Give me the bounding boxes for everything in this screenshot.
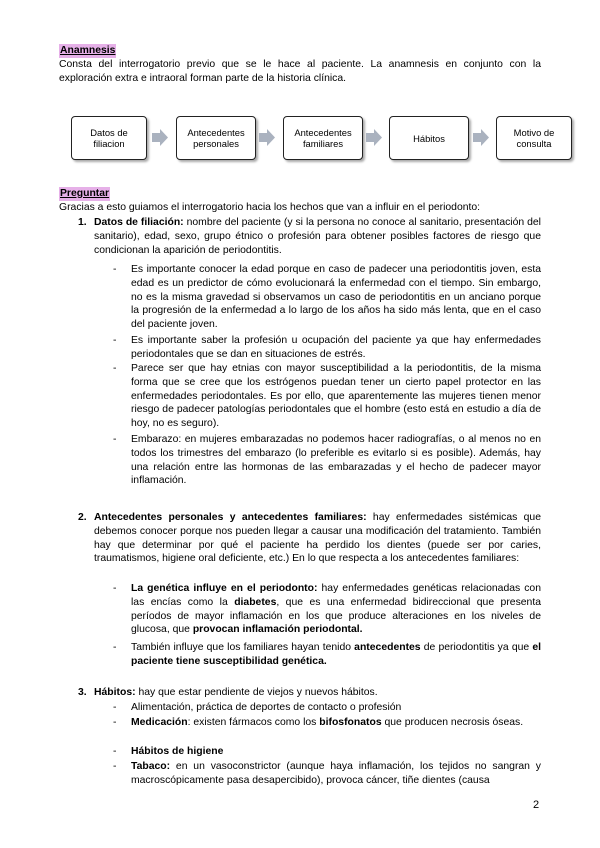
bullet-edad: Es importante conocer la edad porque en caso de padecer una periodontitis joven, esta edad es un predictor de cómo evolucionará la enfermedad con el tiempo. Sin embargo, no es la misma gravedad si observamos un caso de periodontitis en un anciano porque la progresión de la enfermedad a lo largo de los años ha sido más lenta, que en el caso del paciente joven. [131, 264, 541, 331]
bullet-dash: - [113, 717, 117, 728]
arrow-right-icon [152, 129, 168, 146]
bullet-tabaco: Tabaco: en un vasoconstrictor (aunque haya inflamación, los tejidos no sangran y macroscópicamente pasa desapercibido), provoca cáncer, tiñe dientes (causa [131, 761, 541, 786]
page-number: 2 [533, 799, 540, 811]
arrow-right-icon [259, 129, 275, 146]
bullet-higiene: Hábitos de higiene [131, 746, 224, 757]
bullet-genetica: La genética influye en el periodonto: hay enfermedades genéticas relacionadas con las encías como la diabetes, que es una enfermedad bidireccional que presenta períodos de mayor inflamación en los que produce alteraciones en los niveles de glucosa, que provocan inflamación periodontal. [131, 583, 541, 636]
list-item-datos-filiacion: Datos de filiación: nombre del paciente (y si la persona no conoce al sanitario, presentación del sanitario), edad, sexo, grupo étnico o profesión para obtener posibles factores de riesgo que condicionan la aparición de periodontitis. [94, 217, 541, 256]
preguntar-intro: Gracias a esto guiamos el interrogatorio hacia los hechos que van a influir en el periodonto: [59, 202, 481, 213]
list-number: 2. [78, 512, 87, 523]
preguntar-heading: Preguntar [60, 188, 110, 199]
bullet-alimentacion: Alimentación, práctica de deportes de contacto o profesión [131, 702, 402, 713]
flow-box-antecedentes-personales: Antecedentes personales [176, 116, 256, 160]
bullet-etnias: Parece ser que hay etnias con mayor susceptibilidad a la periodontitis, de la misma forma que se cree que los estrógenos puedan tener un cierto papel protector en las enfermedades periodontales. Es por ello, que aparentemente las mujeres tienen menor riesgo de padecer patologías periodontales que el hombre (esto está en estudio a día de hoy, no es seguro). [131, 363, 541, 430]
bullet-embarazo: Embarazo: en mujeres embarazadas no podemos hacer radiografías, o al menos no en todos los trimestres del embarazo (lo preferible es evitarlo si es posible). Además, hay una relación entre las hormonas de las embarazadas y el hecho de padecer mayor inflamación. [131, 434, 541, 487]
anamnesis-paragraph: Consta del interrogatorio previo que se le hace al paciente. La anamnesis en conjunto con la exploración extra e intraoral forman parte de la historia clínica. [59, 59, 541, 84]
anamnesis-heading: Anamnesis [60, 45, 116, 56]
list-number: 1. [78, 217, 87, 228]
list-item-antecedentes: Antecedentes personales y antecedentes familiares: hay enfermedades sistémicas que debemos conocer porque nos pueden llegar a causar una modificación del tratamiento. También hay que determinar por qué el paciente ha perdido los dientes (puede ser por caries, traumatismos, higiene oral deficiente, etc.) En lo que respecta a los antecedentes familiares: [94, 512, 541, 565]
list-number: 3. [78, 687, 87, 698]
bullet-dash: - [113, 761, 117, 772]
bullet-dash: - [113, 642, 117, 653]
flow-box-motivo-consulta: Motivo de consulta [496, 116, 572, 160]
flow-box-habitos: Hábitos [389, 116, 469, 160]
bullet-medicacion: Medicación: existen fármacos como los bifosfonatos que producen necrosis óseas. [131, 717, 524, 728]
bullet-dash: - [113, 702, 117, 713]
bullet-dash: - [113, 746, 117, 757]
arrow-right-icon [473, 129, 489, 146]
bullet-profesion: Es importante saber la profesión u ocupación del paciente ya que hay enfermedades periodontales que se dan en situaciones de estrés. [131, 335, 541, 360]
bullet-familiares: También influye que los familiares hayan tenido antecedentes de periodontitis ya que el paciente tiene susceptibilidad genética. [131, 642, 541, 667]
list-item-habitos: Hábitos: hay que estar pendiente de viejos y nuevos hábitos. [94, 687, 378, 698]
bullet-dash: - [113, 434, 117, 445]
bullet-dash: - [113, 335, 117, 346]
arrow-right-icon [366, 129, 382, 146]
bullet-dash: - [113, 363, 117, 374]
bullet-dash: - [113, 583, 117, 594]
flow-box-antecedentes-familiares: Antecedentes familiares [283, 116, 363, 160]
bullet-dash: - [113, 264, 117, 275]
flow-box-datos-filiacion: Datos de filiacion [71, 116, 147, 160]
